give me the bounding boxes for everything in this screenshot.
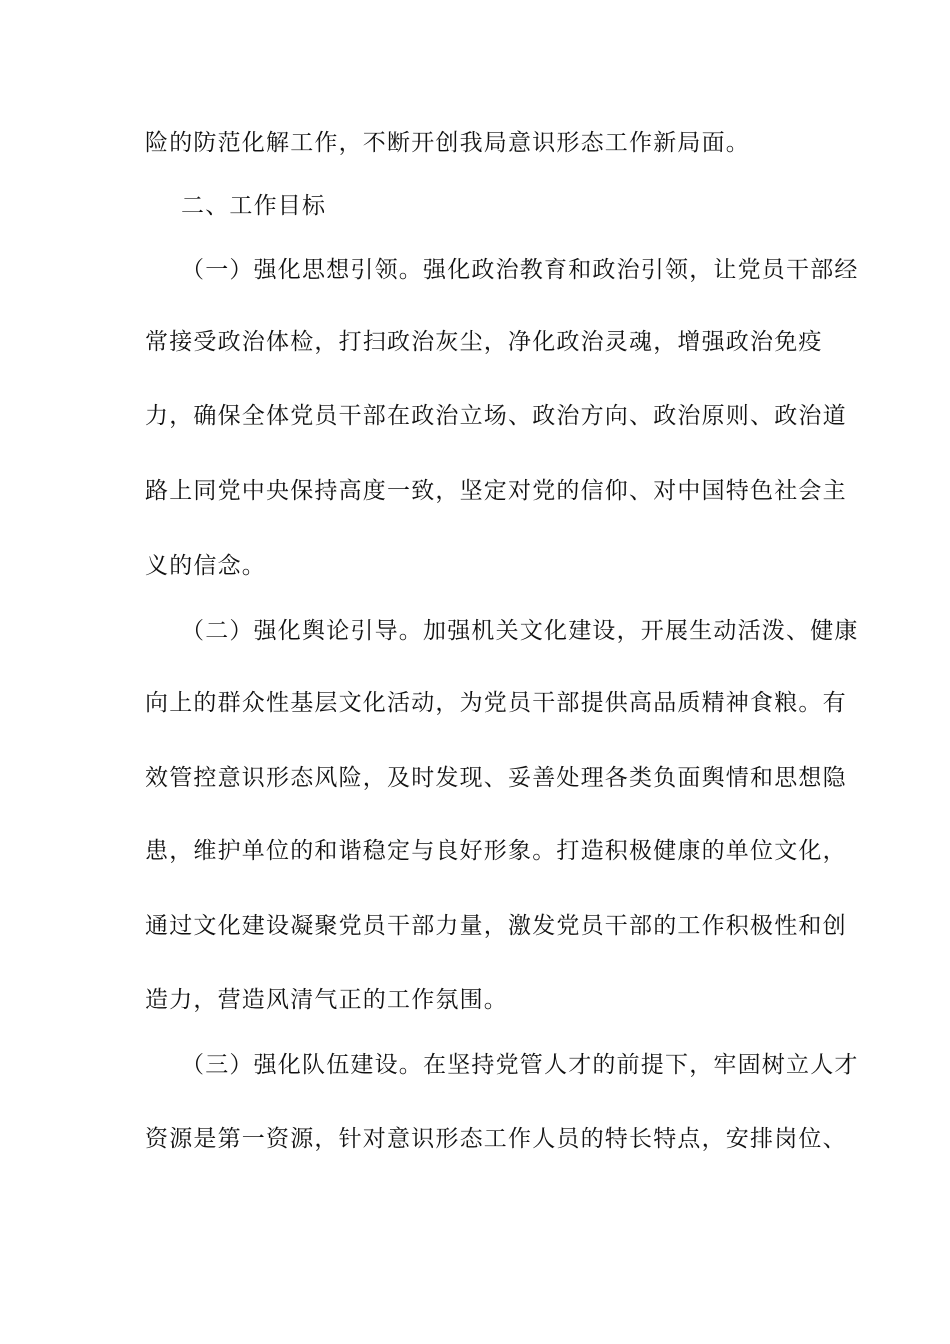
paragraph-line: 效管控意识形态风险，及时发现、妥善处理各类负面舆情和思想隐 <box>145 765 847 791</box>
paragraph-line: 义的信念。 <box>145 553 266 579</box>
paragraph-line: （二）强化舆论引导。加强机关文化建设，开展生动活泼、健康 <box>181 618 859 644</box>
paragraph-line: 险的防范化解工作，不断开创我局意识形态工作新局面。 <box>145 130 750 156</box>
paragraph-line: 通过文化建设凝聚党员干部力量，激发党员干部的工作积极性和创 <box>145 913 847 939</box>
section-heading: 二、工作目标 <box>181 193 327 219</box>
paragraph-line: （三）强化队伍建设。在坚持党管人才的前提下，牢固树立人才 <box>181 1052 859 1078</box>
paragraph-line: （一）强化思想引领。强化政治教育和政治引领，让党员干部经 <box>181 257 859 283</box>
paragraph-line: 患，维护单位的和谐稳定与良好形象。打造积极健康的单位文化， <box>145 838 847 864</box>
paragraph-line: 向上的群众性基层文化活动，为党员干部提供高品质精神食粮。有 <box>145 690 847 716</box>
paragraph-line: 力，确保全体党员干部在政治立场、政治方向、政治原则、政治道 <box>145 403 847 429</box>
paragraph-line: 资源是第一资源，针对意识形态工作人员的特长特点，安排岗位、 <box>145 1126 847 1152</box>
paragraph-line: 常接受政治体检，打扫政治灰尘，净化政治灵魂，增强政治免疫 <box>145 329 823 355</box>
paragraph-line: 造力，营造风清气正的工作氛围。 <box>145 987 508 1013</box>
paragraph-line: 路上同党中央保持高度一致，坚定对党的信仰、对中国特色社会主 <box>145 478 847 504</box>
